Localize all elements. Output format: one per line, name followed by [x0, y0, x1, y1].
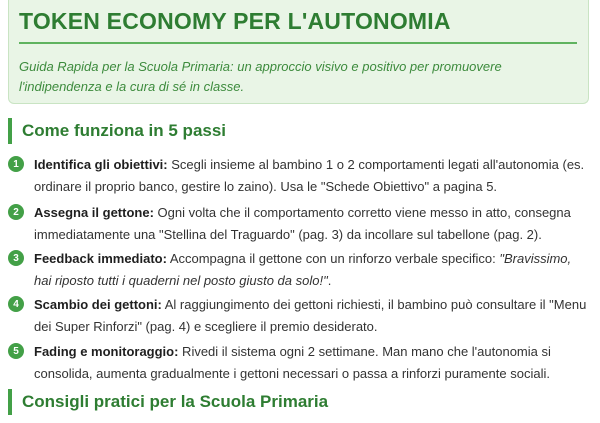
step-title: Feedback immediato:	[34, 251, 167, 266]
step-description: Accompagna il gettone con un rinforzo verbale specifico:	[166, 251, 500, 266]
step-punctuation: .	[327, 273, 332, 288]
step-description: Al raggiungimento dei gettoni richiesti, il bambino può consultare il "Menu dei Super Rinforzi" (pag. 4) e scegliere il premio desiderato.	[34, 297, 587, 334]
step-text	[34, 341, 590, 385]
section-heading-practical-tips: Consigli pratici per la Scuola Primaria	[8, 389, 598, 415]
section-heading-how-it-works: Come funziona in 5 passi	[8, 118, 598, 144]
step-number-badge: 2	[8, 204, 24, 220]
step-title: Assegna il gettone:	[34, 205, 154, 220]
step-text	[34, 248, 590, 292]
step-number-badge: 4	[8, 296, 24, 312]
step-title: Identifica gli obiettivi:	[34, 157, 168, 172]
step-description: Rivedi il sistema ogni 2 settimane. Man mano che l'autonomia si consolida, aumenta gradualmente i gettoni necessari o passa a rinforzi puramente sociali.	[34, 344, 551, 381]
step-description: Scegli insieme al bambino 1 o 2 comportamenti legati all'autonomia (es. ordinare il proprio banco, gestire lo zaino). Usa le "Schede Obiettivo" a pagina 5.	[34, 157, 585, 194]
page-title: TOKEN ECONOMY PER L'AUTONOMIA	[19, 8, 451, 34]
step-text	[34, 154, 590, 198]
step-text	[34, 202, 590, 246]
step-number-badge: 3	[8, 250, 24, 266]
step-number-badge: 1	[8, 156, 24, 172]
title-divider	[19, 42, 577, 44]
page-subtitle: Guida Rapida per la Scuola Primaria: un approccio visivo e positivo per promuovere l'indipendenza e la cura di sé in classe.	[19, 59, 502, 94]
step-title: Scambio dei gettoni:	[34, 297, 162, 312]
step-text	[34, 294, 590, 338]
step-title: Fading e monitoraggio:	[34, 344, 179, 359]
step-quote: "Bravissimo, hai riposto tutti i quaderni nel posto giusto da solo!"	[34, 251, 572, 288]
step-description: Ogni volta che il comportamento corretto viene messo in atto, consegna immediatamente una "Stellina del Traguardo" (pag. 3) da incollare sul tabellone (pag. 2).	[34, 205, 571, 242]
step-number-badge: 5	[8, 343, 24, 359]
